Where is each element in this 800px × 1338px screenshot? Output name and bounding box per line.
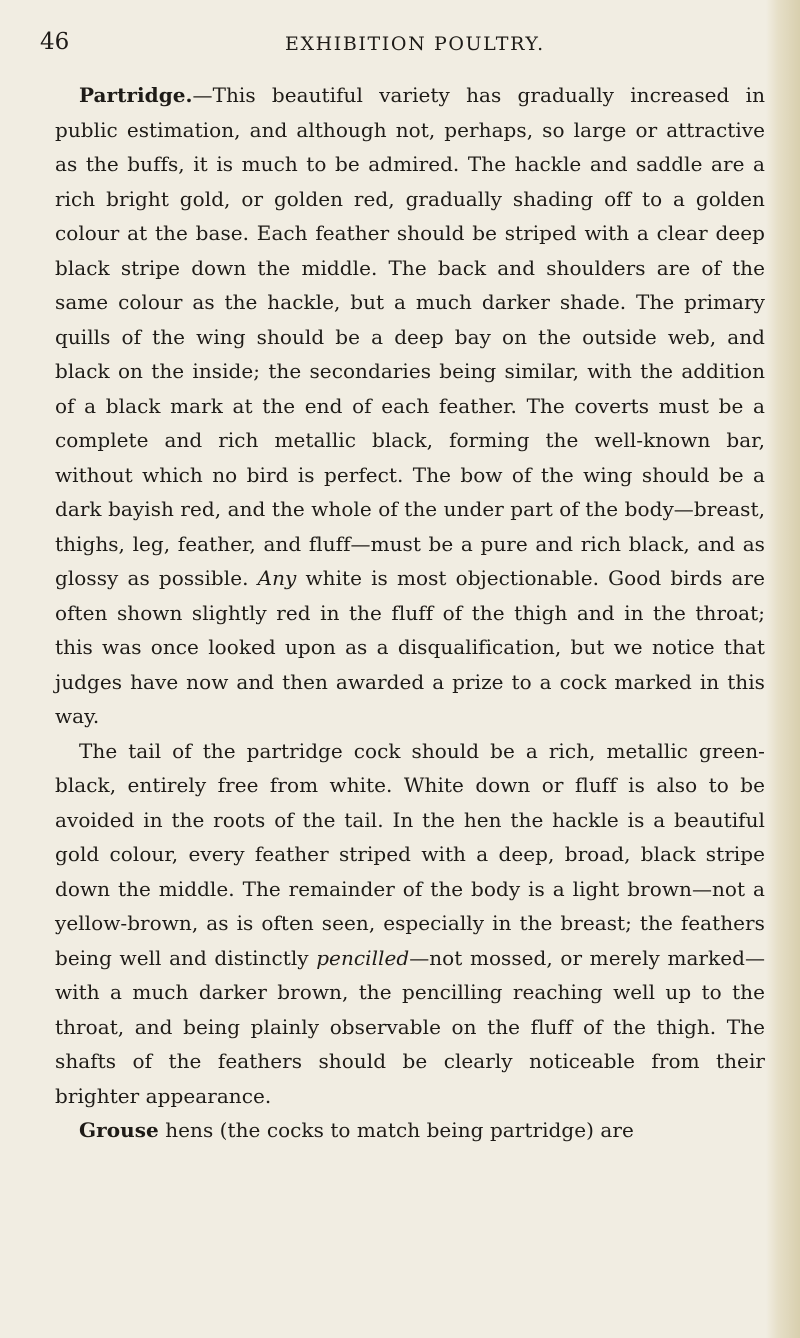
body-text [55,78,765,1148]
page-edge-shadow [766,0,800,1338]
page-header [40,28,760,56]
italic-emphasis: pencilled [316,945,410,970]
paragraph-text: The tail of the partridge cock should be a rich, metallic green-black, entirely free from white. White down or fluff is also to be avoided in the roots of the tail. In the hen the hackle is a beautiful gold colour, every feather striped with a deep, broad, black stripe down the middle. The remainder of the body is a light brown—not a yellow-brown, as is often seen, especially in the breast; the feathers being well and distinctly [55,738,765,970]
paragraph-text: hens (the cocks to match being partridge) are [158,1118,634,1142]
paragraph-text: white is most objectionable. Good birds are often shown slightly red in the fluff of the thigh and in the throat; this was once looked upon as a disqualification, but we notice that judges have now and then awarded a prize to a cock marked in this way. [55,566,765,728]
paragraph-text: —This beautiful variety has gradually increased in public estimation, and although not, perhaps, so large or attractive as the buffs, it is much to be admired. The hackle and saddle are a rich bright gold, or golden red, gradually shading off to a golden colour at the base. Each feather should be striped with a clear deep black stripe down the middle. The back and shoulders are of the same colour as the hackle, but a much darker shade. The primary quills of the wing should be a deep bay on the outside web, and black on the inside; the secondaries being similar, with the addition of a black mark at the end of each feather. The coverts must be a complete and rich metallic black, forming the well-known bar, without which no bird is perfect. The bow of the wing should be a dark bayish red, and the whole of the under part of the body—breast, thighs, leg, feather, and fluff—must be a pure and rich black, and as glossy as possible. [55,83,765,590]
paragraph-text: —not mossed, or merely marked—with a much darker brown, the pencilling reaching well up to the throat, and being plainly observable on the fluff of the thigh. The shafts of the feathers should be clearly noticeable from their brighter appearance. [55,945,766,1108]
lead-word-partridge: Partridge. [79,83,193,107]
running-head: EXHIBITION POULTRY. [285,33,545,55]
paragraph-grouse [55,1113,765,1148]
lead-word-grouse: Grouse [79,1118,159,1142]
paragraph-partridge [55,78,765,734]
italic-emphasis: Any [257,566,297,590]
page-number: 46 [40,29,70,55]
paragraph-partridge-tail [55,734,765,1114]
